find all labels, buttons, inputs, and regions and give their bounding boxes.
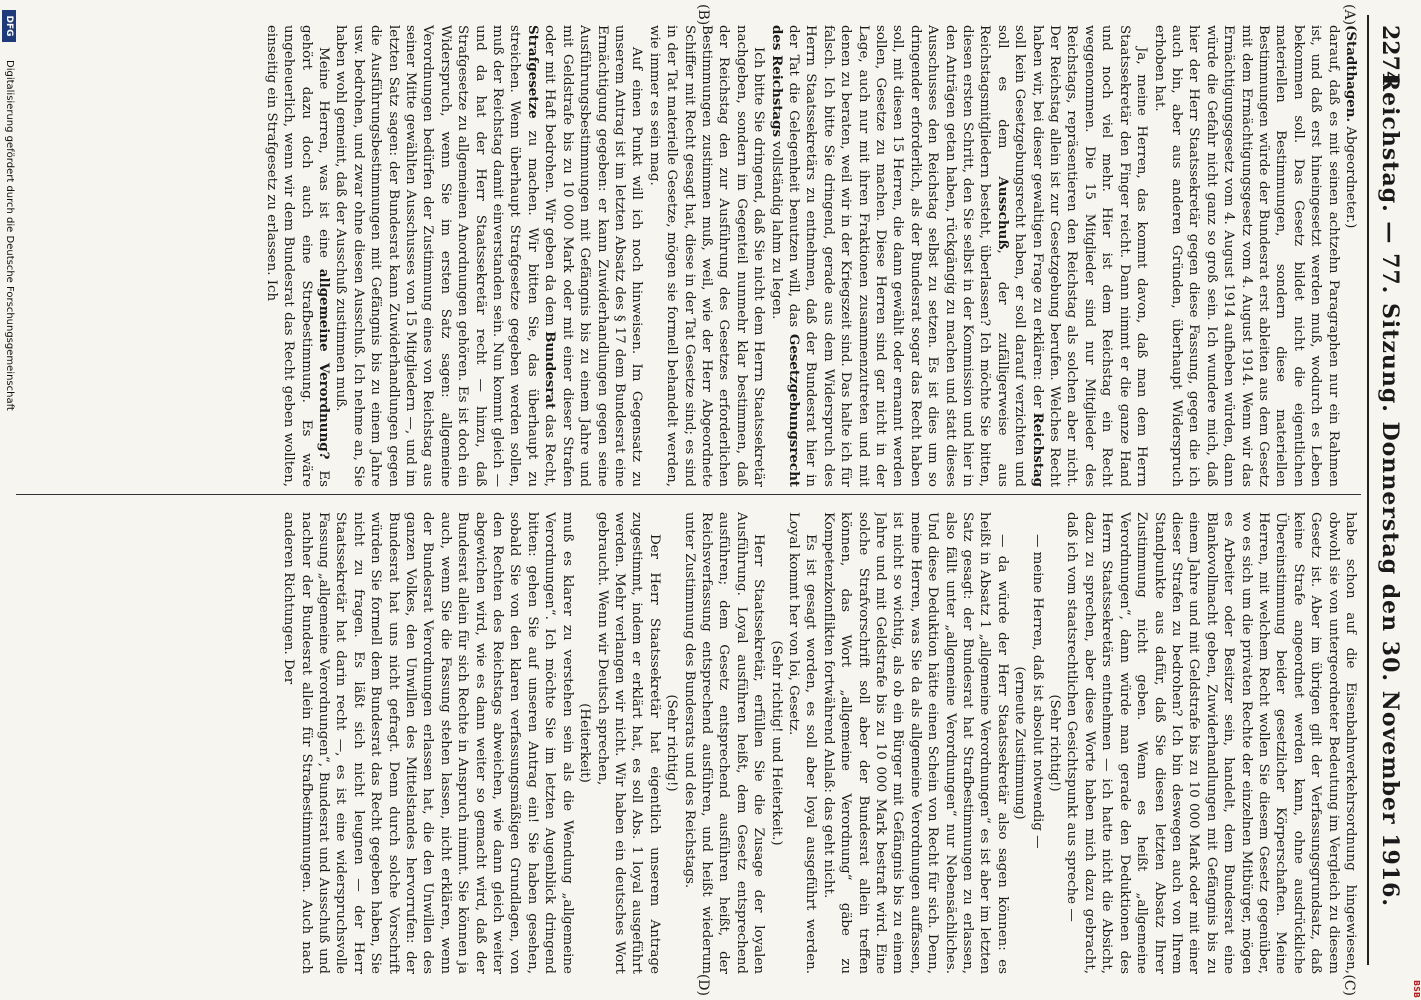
page-header — [1367, 15, 1409, 965]
dfg-logo: DFG — [2, 10, 16, 42]
attribution-text: Digitalisierung gefördert durch die Deutsche Forschungsgemeinschaft — [4, 60, 15, 411]
paragraph: Auf einen Punkt will ich noch hinweisen. Im Gegensatz zu unserem Antrag ist im letzten Absatz des § 17 dem Bundesrat eine Ermächtigung gegeben: er kann Zuwiderhandlungen gegen seine Ausführungsbestimmungen mit Gefängnis bis zu einem Jahre und mit Geldstrafe bis zu 10 000 Mark oder mit einer dieser Strafen oder mit Haft bedrohen. Wir geben da dem Bundesrat das Recht, Strafgesetze zu machen. Wir bitten Sie, das überhaupt zu streichen. Wenn überhaupt Strafgesetze gegeben werden sollen, muß der Reichstag damit einverstanden sein. Nun kommt gleich — und da hat der Herr Staatssekretär recht — hinzu, daß Strafgesetze zu allgemeinen Anordnungen gehören. Es ist doch ein Widerspruch, wenn Sie im ersten Satz sagen: allgemeine Verordnungen bedürfen der Zustimmung eines von Reichstag aus seiner Mitte gewählten Ausschusses von 15 Mitgliedern —, und im letzten Satz sagen: der Bundesrat kann Zuwiderhandlungen gegen die Ausführungsbestimmungen mit Gefängnis bis zu einem Jahre usw. bedrohen, und zwar ohne diesen Ausschuß. Ich nehme an, Sie haben wohl gemeint, daß der Ausschuß zustimmen muß. — [333, 25, 645, 487]
paragraph: habe schon auf die Eisenbahnverkehrsordnung hingewiesen, obwohl sie von untergeordneter Bedeutung im Vergleich zu diesem Gesetz ist. Aber im übrigen gilt der Verfassungsgrundsatz, daß keine Strafe angeordnet werden kann, ohne ausdrückliche Übereinstimmung beider gesetzlicher Körperschaften. Meine Herren, mit welchem Recht wollen Sie diesem Gesetz gegenüber, wo es sich um die privaten Rechte der einzelnen Mitbürger, mögen es Arbeiter oder Besitzer sein, handelt, dem Bundesrat eine Blankovollmacht geben, Zuwiderhandlungen mit Gefängnis bis zu einem Jahre und mit Geldstrafe bis zu 10 000 Mark oder mit einer dieser Strafen zu bedrohen? Ich bin deswegen auch von Ihrem Standpunkte aus dafür, daß Sie diesen letzten Absatz Ihrer Zustimmung nicht geben. Wenn es heißt „allgemeine Verordnungen“, dann würde man gerade den Deduktionen des Herrn Staatssekretärs entnehmen — ich hatte nicht die Absicht, dazu zu sprechen, aber diese Worte haben mich dazu gebracht, daß ich vom staatsrechtlichen Gesichtspunkt aus spreche — — [1064, 512, 1358, 974]
paragraph: Der Herr Staatssekretär hat eigentlich unserem Antrage zugestimmt, indem er erklärt hat, es soll Abs. 1 loyal ausgeführt werden. Mehr verlangen wir nicht. Wir haben ein deutsches Wort gebraucht. Wenn wir Deutsch sprechen, — [594, 512, 662, 974]
paragraph: Herr Staatssekretär, erfüllen Sie die Zusage der loyalen Ausführung. Loyal ausführen heißt, dem Gesetz entsprechend ausführen; dem Gesetz entsprechend ausführen heißt, der Reichsverfassung entsprechend ausführen, und heißt wiederum unter Zustimmung des Bundesrats und des Reichstags. — [681, 512, 767, 974]
paragraph: Es ist gesagt worden, es soll aber loyal ausgeführt werden. Loyal kommt her von loi, Gesetz. — [786, 512, 819, 974]
paragraph: — da würde der Herr Staatssekretär also sagen können: es heißt in Absatz 1 „allgemeine Verordnungen“ es ist aber im letzten Satz gesagt: der Bundesrat hat Strafbestimmungen zu erlassen, also fällt unter „allgemeine Verordnungen“ nur Nebensächliches. Und diese Deduktion hätte einen Schein von Recht für sich. Denn, meine Herren, was Sie da als allgemeine Verordnungen auffassen, ist nicht so wichtig, als ob ein Bürger mit Gefängnis bis zu einem Jahre und mit Geldstrafe bis zu 10 000 Mark bestraft wird. Eine solche Strafvorschrift soll aber der Bundesrat allein treffen können, das Wort „allgemeine Verordnung“ gäbe zu Kompetenzkonflikten fortwährend Anlaß: das geht nicht. — [820, 512, 1010, 974]
margin-mark-c: (C) — [1341, 974, 1357, 996]
right-column — [19, 512, 1359, 974]
speaker-name: (Stadthagen. — [1343, 25, 1359, 123]
library-mark: BSB — [1412, 980, 1421, 998]
paragraph: Ja, meine Herren, das kommt davon, daß man dem Herrn Staatssekretär den Finger reicht. Dann nimmt er die ganze Hand und noch viel mehr. Hier ist dem Reichstag ein Recht weggenommen. Die 15 Mitglieder sind nur Mitglieder des Reichstags, repräsentieren den Reichstag als solchen aber nicht. Der Reichstag allein ist zur Gesetzgebung berufen. Welches Recht haben wir, bei dieser gewaltigen Frage zu erklären: der Reichstag soll kein Gesetzgebungsrecht haben, er soll darauf verzichten und soll es dem Ausschuß, der zufälligerweise aus Reichstagsmitgliedern besteht, überlassen? Ich möchte Sie bitten, diesen ersten Schritt, den Sie selbst in der Kommission und hier in den Anträgen getan haben, rückgängig zu machen und statt dieses Ausschusses den Reichstag selbst zu setzen. Es ist dies um so dringender erforderlich, als der Bundesrat sogar das Recht haben soll, mit diesen 15 Herren, die dann gewählt oder ernannt werden sollen, Gesetze zu machen. Diese Herren sind gar nicht in der Lage, auch nur mit ihren Fraktionen zusammenzutreten und mit denen zu beraten, weil wir in der Kriegszeit sind. Das halte ich für falsch. Ich bitte Sie dringend, gerade aus dem Widerspruch des Herrn Staatssekretärs zu entnehmen, daß der Bundesrat hier in der Tat die Gelegenheit benutzen will, das Gesetzgebungsrecht des Reichstags vollständig lahm zu legen. — [768, 25, 1150, 487]
emphasis: Ausschuß — [994, 176, 1011, 250]
interjection: (erneute Zustimmung) — [1012, 666, 1028, 820]
margin-mark-d: (D) — [695, 973, 711, 996]
speaker-role: Abgeordneter.) — [1343, 122, 1358, 229]
interjection: (Heiterkeit) — [577, 703, 593, 783]
emphasis: Gesetzgebungsrecht des Reichstags — [768, 25, 802, 487]
emphasis: Reichstag — [1029, 412, 1046, 487]
left-column — [19, 25, 1359, 487]
margin-mark-a: (A) — [1341, 4, 1357, 26]
emphasis: allgemeine Verordnung? — [316, 268, 333, 460]
paragraph: Ich bitte Sie dringend, daß Sie nicht dem Herrn Staatssekretär nachgeben, sondern im Gegenteil nunmehr klar bestimmen, daß der Reichstag den zur Ausführung des Gesetzes erforderlichen Bestimmungen zustimmen muß, weil, wie der Herr Abgeordnete Schiffer mit Recht gesagt hat, diese in der Tat Gesetze sind; es sind in der Tat materielle Gesetze, mögen sie formell behandelt werden, wie immer es sein mag. — [646, 25, 767, 487]
margin-mark-b: (B) — [695, 4, 711, 26]
paragraph: muß es klarer zu verstehen sein als die Wendung „allgemeine Verordnungen“. Ich möchte Sie im letzten Augenblick dringend bitten: gehen Sie auf unseren Antrag ein! Sie haben gesehen, sobald Sie von den klaren verfassungsmäßigen Grundlagen, von den Rechten des Reichstags abweichen, wie dann gleich weiter abgewichen wird, wie es dann weiter so gemacht wird, daß der Bundesrat allein für sich Rechte in Anspruch nimmt. Sie können ja auch, wenn Sie die Fassung stehen lassen, nicht erklären, wenn der Bundesrat Verordnungen erlassen hat, die den Unwillen des ganzen Volkes, den Unwillen des Mittelstandes hervorrufen: der Bundesrat hat uns nicht gefragt. Denn durch solche Vorschrift würden Sie formell dem Bundesrat das Recht gegeben haben, Sie nicht zu fragen. Es läßt sich nicht leugnen — der Herr Staatssekretär hat darin recht —, es ist eine widerspruchsvolle Fassung „allgemeine Verordnungen“, Bundesrat und Ausschuß und nachher der Bundesrat allein für Strafbestimmungen. Auch nach anderen Richtungen. Der — [281, 512, 575, 974]
paragraph: Meine Herren, was ist eine allgemeine Verordnung? Es gehört dazu doch auch eine Strafbestimmung. Es wäre ungeheuerlich, wenn wir dem Bundesrat das Recht geben wollten, einseitig ein Strafgesetz zu erlassen. Ich — [263, 25, 333, 487]
interjection: (Sehr richtig! und Heiterkeit.) — [768, 640, 784, 846]
running-head: Reichstag. — 77. Sitzung. Donnerstag den 30. November 1916. — [1377, 72, 1403, 908]
column-divider — [16, 494, 1361, 495]
interjection: (Sehr richtig!) — [1047, 694, 1063, 792]
emphasis: Strafgesetze — [524, 25, 541, 119]
paragraph: — meine Herren, daß ist absolut notwendig — — [1029, 534, 1045, 849]
interjection: (Sehr richtig!) — [664, 694, 680, 792]
paragraph: darauf, daß es mit seinen achtzehn Paragraphen nur ein Rahmen ist, und daß erst hineingesetzt werden muß, wodurch es Leben bekommen soll. Das Gesetz bildet nicht die eigentlichen materiellen Bestimmungen, sondern diese materiellen Bestimmungen würde der Bundesrat erst ableiten aus dem Gesetz mit dem Ermächtigungsgesetz vom 4. August 1914. Wenn wir das Ermächtigungsgesetz vom 4. August 1914 aufheben würden, dann würde die Gefahr nicht ganz so groß sein. Ich wundere mich, daß hier der Herr Staatssekretär gegen diese Fassung, gegen die ich auch bin, aber aus anderen Gründen, überhaupt Widerspruch erhoben hat. — [1151, 25, 1341, 487]
paragraph — [1342, 25, 1359, 487]
emphasis: Bundesrat — [542, 331, 559, 410]
page-number: 2274 — [1377, 25, 1403, 87]
